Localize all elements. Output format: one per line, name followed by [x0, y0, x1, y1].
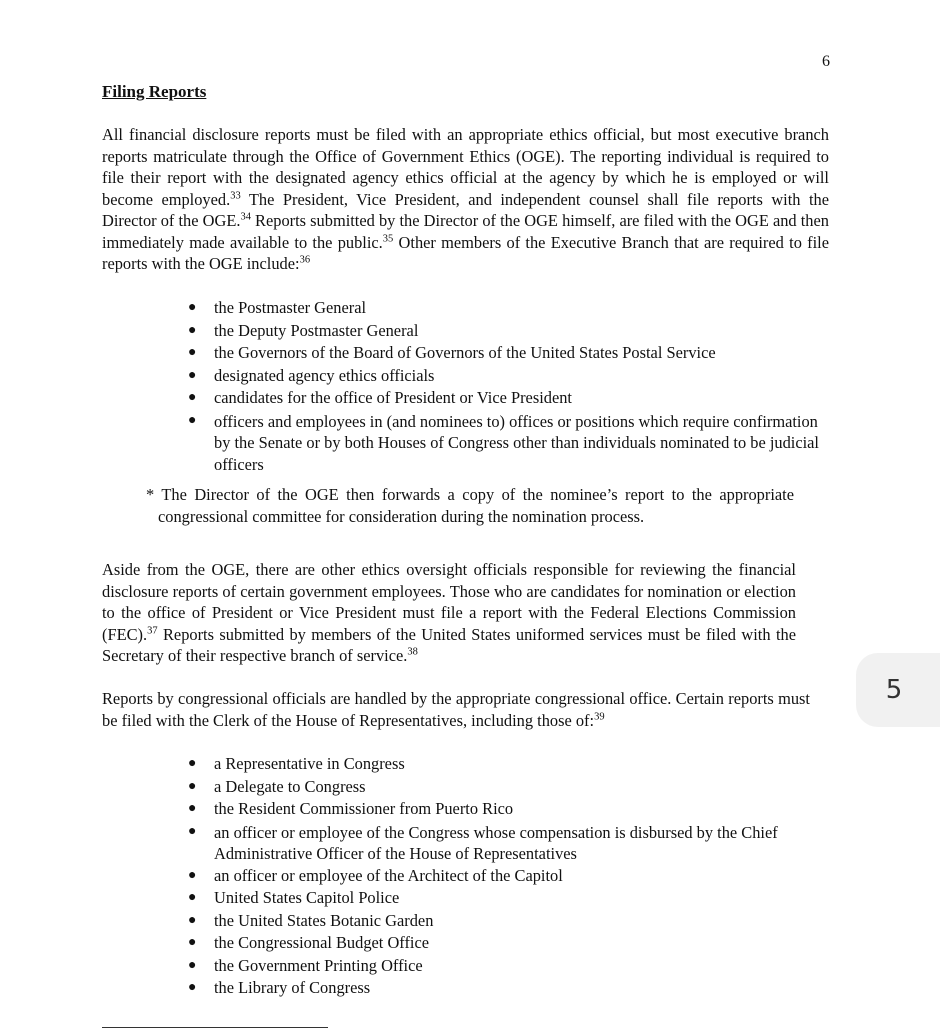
page-indicator-label: 5 — [885, 675, 903, 705]
bullet-icon: ● — [188, 345, 197, 360]
bullet-icon: ● — [188, 300, 197, 315]
paragraph-other-officials — [102, 559, 796, 667]
bullet-icon: ● — [188, 935, 197, 950]
bullet-icon: ● — [188, 957, 197, 973]
section-heading: Filing Reports — [102, 82, 207, 101]
footnote-ref[interactable]: 39 — [594, 711, 605, 723]
page-number: 6 — [822, 53, 830, 70]
paragraph-text: All financial disclosure reports must be filed with an appropriate ethics official, but most executive branch reports matriculate through the Office of Government Ethics (OGE). The reporting individual is required to file their report with the designated agency ethics official at the agency by which he is employed or will become employed. — [102, 125, 829, 209]
bullet-icon: ● — [188, 756, 197, 771]
footnote-divider — [102, 1027, 328, 1028]
list-item: ● the Resident Commissioner from Puerto Rico — [214, 798, 814, 821]
bullet-icon: ● — [188, 367, 197, 383]
paragraph-text: Aside from the OGE, there are other ethics oversight officials responsible for reviewing the financial disclosure reports of certain government employees. Those who are candidates for nomination or election to the office of President or Vice President must file a report with the Federal Elections Commission (FEC). — [102, 560, 796, 644]
bullet-icon: ● — [188, 912, 197, 928]
bullet-icon: ● — [188, 801, 197, 816]
list-item: ● United States Capitol Police — [214, 887, 814, 910]
footnote-ref[interactable]: 35 — [382, 233, 394, 245]
note-marker: * — [146, 485, 155, 504]
paragraph-text: Reports submitted by members of the United States uniformed services must be filed with the Secretary of their respective branch of service. — [102, 624, 796, 665]
list-item: ● an officer or employee of the Congress whose compensation is disbursed by the Chief Administrative Officer of the House of Representatives — [188, 822, 778, 863]
bullet-icon: ● — [188, 823, 197, 839]
list-item: ● a Delegate to Congress — [214, 776, 814, 799]
footnote-ref[interactable]: 38 — [407, 646, 418, 658]
list-item: ● a Representative in Congress — [214, 753, 814, 776]
footnote-ref[interactable]: 34 — [240, 211, 251, 223]
list-item: ● the Government Printing Office — [214, 955, 814, 978]
list-item: ● the Postmaster General — [214, 297, 824, 320]
bullet-icon: ● — [188, 778, 197, 794]
bullet-icon: ● — [188, 890, 197, 905]
paragraph-text: Reports submitted by the Director of the OGE himself, are filed with the OGE and then immediately made available to the public. — [102, 211, 829, 252]
footnote-ref[interactable]: 33 — [230, 190, 241, 202]
bullet-icon: ● — [188, 867, 197, 883]
list-item: ● the Governors of the Board of Governors of the United States Postal Service — [214, 342, 824, 365]
page-indicator-tab[interactable] — [856, 653, 940, 727]
list-item: ● the Library of Congress — [214, 977, 814, 1000]
paragraph-text: Reports by congressional officials are handled by the appropriate congressional office. Certain reports must be filed with the Clerk of the House of Representatives, including those of: — [102, 689, 810, 730]
list-item: ● the United States Botanic Garden — [214, 910, 814, 933]
list-item: ● designated agency ethics officials — [214, 365, 824, 388]
bullet-icon: ● — [188, 390, 197, 405]
paragraph-congressional — [102, 688, 810, 731]
list-item: ● officers and employees in (and nominees to) offices or positions which require confirmation by the Senate or by both Houses of Congress other than individuals nominated to be judicial officers — [188, 411, 819, 474]
note-text: The Director of the OGE then forwards a copy of the nominee’s report to the appropriate congressional committee for consideration during the nomination process. — [158, 485, 794, 526]
house-filers-list — [188, 753, 814, 1000]
bullet-icon: ● — [188, 412, 197, 428]
paragraph-text: Other members of the Executive Branch that are required to file reports with the OGE include: — [102, 232, 829, 273]
list-item: ● the Deputy Postmaster General — [214, 320, 824, 343]
list-item: ● the Congressional Budget Office — [214, 932, 814, 955]
bullet-icon: ● — [188, 322, 197, 338]
paragraph-text: The President, Vice President, and independent counsel shall file reports with the Director of the OGE. — [102, 189, 830, 230]
bullet-icon: ● — [188, 980, 197, 995]
list-item: ● an officer or employee of the Architect of the Capitol — [214, 865, 814, 888]
oge-filers-list — [188, 297, 824, 475]
nominee-note — [146, 484, 794, 528]
list-item: ● candidates for the office of President or Vice President — [214, 387, 824, 410]
paragraph-filing-intro — [102, 124, 829, 275]
footnote-ref[interactable]: 36 — [299, 254, 311, 266]
footnote-ref[interactable]: 37 — [147, 625, 158, 637]
